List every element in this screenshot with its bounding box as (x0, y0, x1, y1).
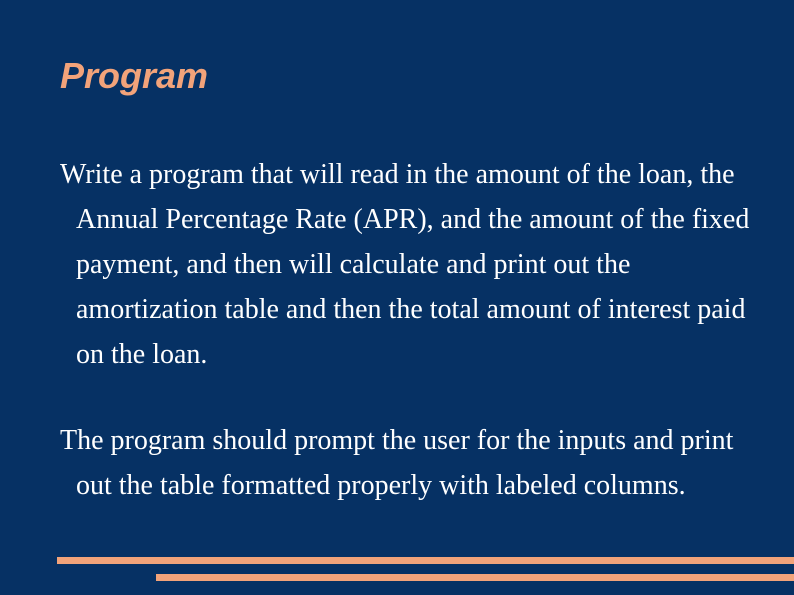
body-paragraph-2: The program should prompt the user for the inputs and print out the table formatted properly with labeled columns. (60, 425, 734, 501)
body-paragraph-1: Write a program that will read in the amount of the loan, the Annual Percentage Rate (APR), and the amount of the fixed payment, and then will calculate and print out the amortization table and then the total amount of interest paid on the loan. (60, 159, 750, 370)
slide-title: Program (60, 55, 209, 96)
accent-bar-bottom (156, 574, 794, 581)
accent-bar-top (57, 557, 794, 564)
